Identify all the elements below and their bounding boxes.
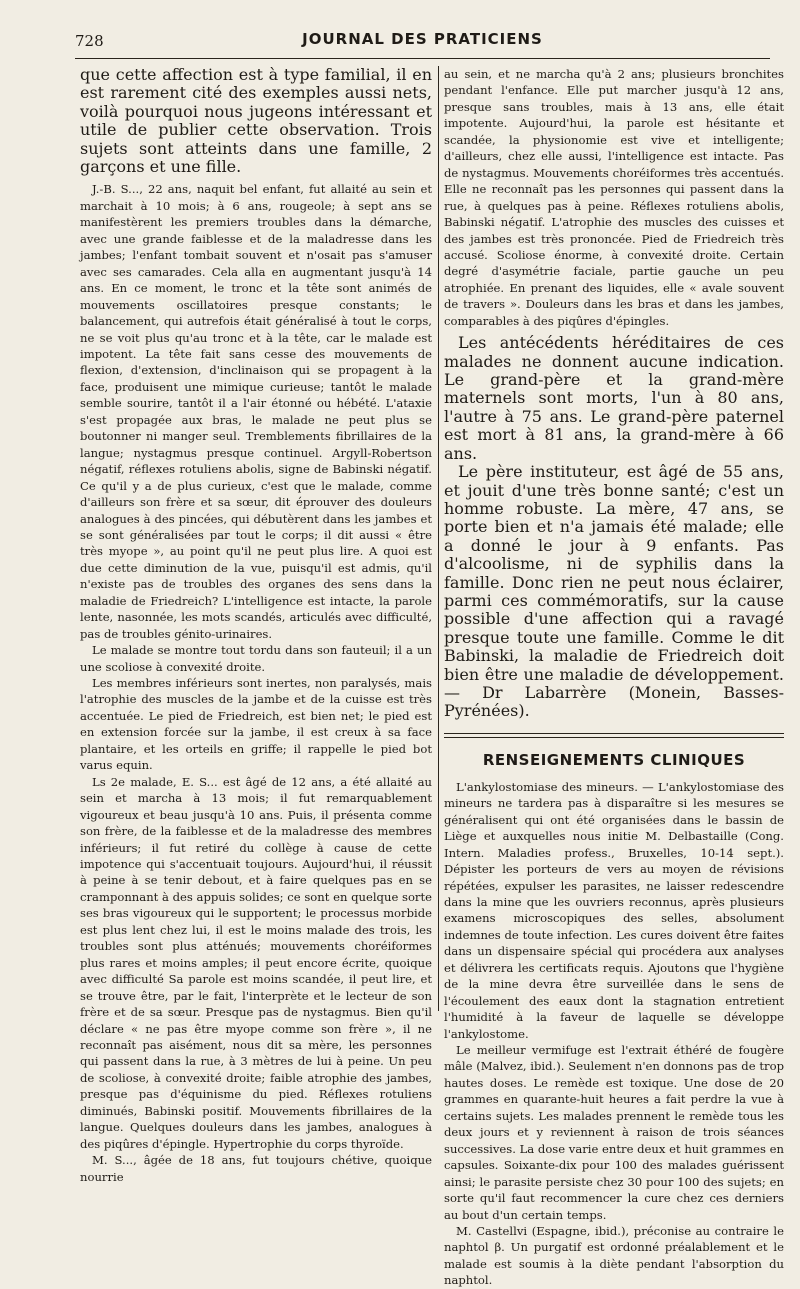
heredity-paragraph: Les antécédents héréditaires de ces malades ne donnent aucune indication. Le grand-père et la grand-mère maternels sont morts, l'un à 80 ans, l'autre à 75 ans. Le grand-père paternel est mort à 81 ans, la grand-mère à 66 ans.: [444, 333, 784, 463]
naphtol-paragraph: M. Castellvi (Espagne, ibid.), préconise au contraire le naphtol β. Un purgatif est ordonné préalablement et le malade est soumis à la diète pendant l'absorption du naphtol.: [444, 1224, 784, 1288]
case-1-paragraph: J.-B. S..., 22 ans, naquit bel enfant, fut allaité au sein et marchait à 10 mois; à 6 ans, rougeole; à sept ans se manifestèrent les premiers troubles dans la démarche, avec une grande faiblesse et de la maladresse dans les jambes; l'enfant tombait souvent et n'osait pas s'amuser avec ses camarades. Cela alla en augmentant jusqu'à 14 ans. En ce moment, le tronc et la tête sont animés de mouvements oscillatoires presque constants; le balancement, qui autrefois était généralisé à tout le corps, ne se voit plus qu'au tronc et à la tête, car le malade est impotent. La tête fait sans cesse des mouvements de flexion, d'extension, d'inclinaison qui se propagent à la face, produisent une mimique curieuse; tantôt le malade semble sourire, tantôt il a l'air étonné ou hébété. L'ataxie s'est propagée aux bras, le malade ne peut plus se boutonner ni manger seul. Tremblements fibrillaires de la langue; nystagmus presque continuel. Argyll-Robertson négatif, réflexes rotuliens abolis, signe de Babinski négatif. Ce qu'il y a de plus curieux, c'est que le malade, comme d'ailleurs son frère et sa sœur, dit éprouver des douleurs analogues à des pincées, qui débutèrent dans les jambes et se sont généralisées par tout le corps; il dit aussi « être très myope », au point qu'il ne peut plus lire. A quoi est due cette diminution de la vue, puisqu'il est admis, qu'il n'existe pas de troubles des organes des sens dans la maladie de Friedreich? L'intelligence est intacte, la parole lente, nasonnée, les mots scandés, articulés avec difficulté, pas de troubles génito-urinaires.: [80, 182, 432, 641]
case-2-paragraph: Ls 2e malade, E. S... est âgé de 12 ans, a été allaité au sein et marcha à 13 mois; il fut remarquablement vigoureux et beau jusqu'à 10 ans. Puis, il présenta comme son frère, de la faiblesse et de la maladresse des membres inférieurs; il fut retiré du collège à cause de cette impotence qui s'accentuait toujours. Aujourd'hui, il réussit à peine à se tenir debout, et à faire quelques pas en se cramponnant à des appuis solides; ce sont en quelque sorte ses bras vigoureux qui le supportent; le processus morbide est plus lent chez lui, il est le moins malade des trois, les troubles sont plus atténués; mouvements choréiformes plus rares et moins amples; il peut encore écrite, quoique avec difficulté Sa parole est moins scandée, il peut lire, et se trouve être, par le fait, l'interprète et le lecteur de son frère et de sa sœur. Presque pas de nystagmus. Bien qu'il déclare « ne pas être myope comme son frère », il ne reconnaît pas aisément, nous dit sa mère, les personnes qui passent dans la rue, à 3 mètres de lui à peine. Un peu de scoliose, à convexité droite; faible atrophie des jambes, presque pas d'équinisme du pied. Réflexes rotuliens diminués, Babinski positif. Mouvements fibrillaires de la langue. Quelques douleurs dans les jambes, analogues à des piqûres d'épingle. Hypertrophie du corps thyroïde.: [80, 774, 432, 1151]
parents-paragraph: Le père instituteur, est âgé de 55 ans, et jouit d'une très bonne santé; c'est un homme robuste. La mère, 47 ans, se porte bien et n'a jamais été malade; elle a donné le jour à 9 enfants. Pas d'alcoolisme, ni de syphilis dans la famille. Donc rien ne peut nous éclairer, parmi ces commémoratifs, sur la cause possible d'une affection qui a ravagé presque toute une famille. Comme le dit Babinski, la maladie de Friedreich doit bien être une maladie de développement. — Dr Labarrère (Monein, Basses-Pyrénées).: [444, 462, 784, 721]
section-separator: [444, 733, 784, 738]
right-column: [444, 66, 784, 1289]
left-column: [80, 66, 432, 1185]
journal-title: JOURNAL DES PRATICIENS: [302, 30, 543, 48]
case-3-continuation: au sein, et ne marcha qu'à 2 ans; plusieurs bronchites pendant l'enfance. Elle put marcher jusqu'à 12 ans, presque sans troubles, mais à 13 ans, elle était impotente. Aujourd'hui, la parole est hésitante et scandée, la physionomie est vive et intelligente; d'ailleurs, chez elle aussi, l'intelligence est intacte. Pas de nystagmus. Mouvements choréiformes très accentués. Elle ne reconnaît pas les personnes qui passent dans la rue, à quelques pas à peine. Réflexes rotuliens abolis, Babinski négatif. L'atrophie des muscles des cuisses et des jambes est très prononcée. Pied de Friedreich très accusé. Scoliose énorme, à convexité droite. Certain degré d'asymétrie faciale, partie gauche un peu atrophiée. En prenant des liquides, elle « avale souvent de travers ». Douleurs dans les bras et dans les jambes, comparables à des piqûres d'épingles.: [444, 67, 784, 328]
case-3-paragraph: M. S..., âgée de 18 ans, fut toujours chétive, quoique nourrie: [80, 1153, 432, 1184]
lower-limbs-paragraph: Les membres inférieurs sont inertes, non paralysés, mais l'atrophie des muscles de la jambe et de la cuisse est très accentuée. Le pied de Friedreich, est bien net; le pied est en extension forcée sur la jambe, il est creux à sa face plantaire, et les orteils en griffe; il rappelle le pied bot varus equin.: [80, 676, 432, 773]
page-header: [75, 30, 770, 52]
column-divider: [438, 66, 439, 1011]
header-rule: [75, 58, 770, 59]
ankylostomiasis-paragraph: L'ankylostomiase des mineurs. — L'ankylostomiase des mineurs ne tardera pas à disparaître si les mesures se généralisent qui ont été organisées dans le bassin de Liège et auxquelles nous initie M. Delbastaille (Cong. Intern. Maladies profess., Bruxelles, 10-14 sept.). Dépister les porteurs de vers au moyen de révisions répétées, expulser les parasites, ne laisser redescendre dans la mine que les ouvriers reconnus, après plusieurs examens microscopiques des selles, absolument indemnes de toute infection. Les cures doivent être faites dans un dispensaire spécial qui procédera aux analyses et délivrera les certificats requis. Ajoutons que l'hygiène de la mine devra être surveillée dans le sens de l'écoulement des eaux dont la stagnation entretient l'humidité à la faveur de laquelle se développe l'ankylostome.: [444, 779, 784, 1041]
scoliosis-paragraph: Le malade se montre tout tordu dans son fauteuil; il a un une scoliose à convexité droite.: [80, 643, 432, 674]
intro-paragraph: que cette affection est à type familial, il en est rarement cité des exemples aussi nets, voilà pourquoi nous jugeons intéressant et utile de publier cette observation. Trois sujets sont atteints dans une famille, 2 garçons et une fille.: [80, 65, 432, 177]
section-heading: RENSEIGNEMENTS CLINIQUES: [482, 750, 746, 769]
page-number: 728: [75, 32, 104, 50]
vermifuge-paragraph: Le meilleur vermifuge est l'extrait éthéré de fougère mâle (Malvez, ibid.). Seulement n'en donnons pas de trop hautes doses. Le remède est toxique. Une dose de 20 grammes en quarante-huit heures a fait perdre la vue à certains sujets. Les malades prennent le remède tous les deux jours et y reviennent à raison de trois séances successives. La dose varie entre deux et huit grammes en capsules. Soixante-dix pour 100 des malades guérissent ainsi; le parasite persiste chez 30 pour 100 des sujets; en sorte qu'il faut recommencer la cure chez ces derniers au bout d'un certain temps.: [444, 1043, 784, 1222]
